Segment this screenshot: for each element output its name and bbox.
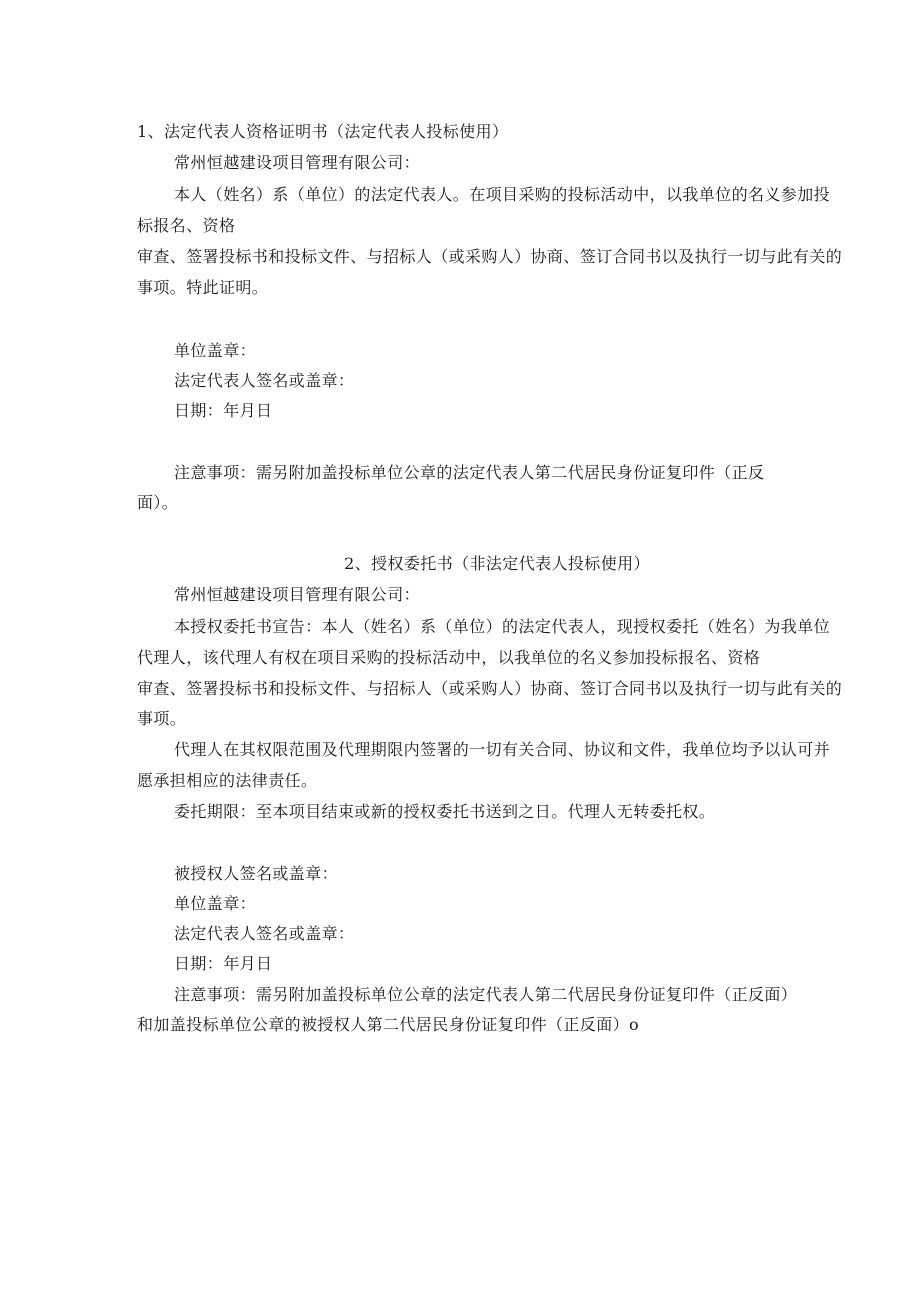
section2-date-label: 日期：年月日 bbox=[174, 954, 273, 973]
section2-note-line2: 和加盖投标单位公章的被授权人第二代居民身份证复印件（正反面）o bbox=[137, 1015, 640, 1034]
section1-date-label: 日期：年月日 bbox=[174, 401, 273, 420]
section2-note-line1: 注意事项：需另附加盖投标单位公章的法定代表人第二代居民身份证复印件（正反面） bbox=[174, 985, 798, 1004]
section1-body-line4: 事项。特此证明。 bbox=[137, 278, 269, 297]
section2-body-line1: 本授权委托书宣告：本人（姓名）系（单位）的法定代表人，现授权委托（姓名）为我单位 bbox=[174, 617, 831, 636]
section1-body-line1: 本人（姓名）系（单位）的法定代表人。在项目采购的投标活动中，以我单位的名义参加投 bbox=[174, 185, 831, 204]
section2-term: 委托期限：至本项目结束或新的授权委托书送到之日。代理人无转委托权。 bbox=[174, 802, 716, 821]
section1-note-line1: 注意事项：需另附加盖投标单位公章的法定代表人第二代居民身份证复印件（正反 bbox=[174, 463, 765, 482]
section1-heading: 1、法定代表人资格证明书（法定代表人投标使用） bbox=[137, 122, 509, 141]
section2-seal-label: 单位盖章： bbox=[174, 894, 257, 913]
section2-para2-line2: 愿承担相应的法律责任。 bbox=[137, 771, 318, 790]
section2-heading-row bbox=[0, 553, 920, 575]
section2-body-line3: 审查、签署投标书和投标文件、与招标人（或采购人）协商、签订合同书以及执行一切与此有关的 bbox=[137, 679, 843, 698]
section1-note-line2: 面）。 bbox=[137, 493, 179, 512]
section1-rep-sign-label: 法定代表人签名或盖章： bbox=[174, 371, 355, 390]
section2-body-line2: 代理人，该代理人有权在项目采购的投标活动中，以我单位的名义参加投标报名、资格 bbox=[137, 648, 761, 667]
section2-body-line4: 事项。 bbox=[137, 709, 187, 728]
section1-body-line3: 审查、签署投标书和投标文件、与招标人（或采购人）协商、签订合同书以及执行一切与此有关的 bbox=[137, 247, 843, 266]
section2-addressee: 常州恒越建设项目管理有限公司： bbox=[174, 585, 421, 604]
section2-heading: 2、授权委托书（非法定代表人投标使用） bbox=[344, 554, 650, 573]
section2-agent-sign-label: 被授权人签名或盖章： bbox=[174, 864, 339, 883]
section2-rep-sign-label: 法定代表人签名或盖章： bbox=[174, 924, 355, 943]
section2-para2-line1: 代理人在其权限范围及代理期限内签署的一切有关合同、协议和文件，我单位均予以认可并 bbox=[174, 740, 831, 759]
section1-addressee: 常州恒越建设项目管理有限公司： bbox=[174, 153, 421, 172]
section1-seal-label: 单位盖章： bbox=[174, 341, 257, 360]
section1-body-line2: 标报名、资格 bbox=[137, 216, 236, 235]
